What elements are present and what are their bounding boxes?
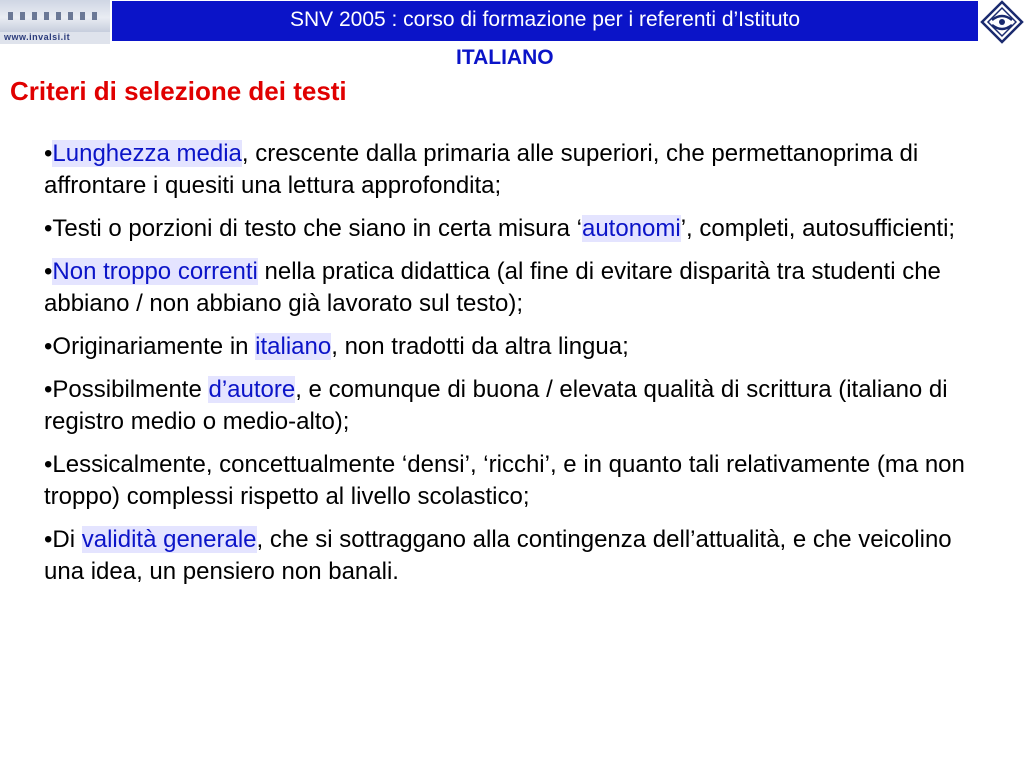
subject-label: ITALIANO [456, 46, 554, 69]
highlighted-term: italiano [255, 333, 332, 360]
highlighted-term: Lunghezza media [52, 140, 242, 167]
title-bar [111, 0, 979, 42]
list-item: •Di validità generale, che si sottraggano alla contingenza dell’attualità, e che veicolino una idea, un pensiero non banali. [44, 526, 952, 585]
slide-heading: Criteri di selezione dei testi [10, 76, 347, 106]
list-item: •Possibilmente d’autore, e comunque di buona / elevata qualità di scrittura (italiano di registro medio o medio-alto); [44, 376, 948, 435]
criteria-list [44, 138, 974, 599]
building-image [0, 0, 110, 32]
highlighted-term: autonomi [581, 215, 681, 242]
list-item: •Testi o porzioni di testo che siano in certa misura ‘autonomi’, completi, autosufficienti; [44, 215, 956, 242]
list-item: •Non troppo correnti nella pratica didattica (al fine di evitare disparità tra studenti che abbiano / non abbiano già lavorato sul testo); [44, 258, 941, 317]
logo-url: www.invalsi.it [4, 32, 71, 42]
list-item: •Originariamente in italiano, non tradotti da altra lingua; [44, 333, 629, 360]
presentation-title: SNV 2005 : corso di formazione per i referenti d’Istituto [289, 8, 801, 31]
list-item: •Lessicalmente, concettualmente ‘densi’, ‘ricchi’, e in quanto tali relativamente (ma non troppo) complessi rispetto al livello scolastico; [44, 451, 965, 510]
emblem-icon [980, 0, 1024, 44]
highlighted-term: validità generale [81, 526, 257, 553]
list-item: •Lunghezza media, crescente dalla primaria alle superiori, che permettanoprima di affrontare i quesiti una lettura approfondita; [44, 140, 919, 199]
highlighted-term: Non troppo correnti [52, 258, 258, 285]
highlighted-term: d’autore [208, 376, 296, 403]
invalsi-logo [0, 0, 110, 44]
